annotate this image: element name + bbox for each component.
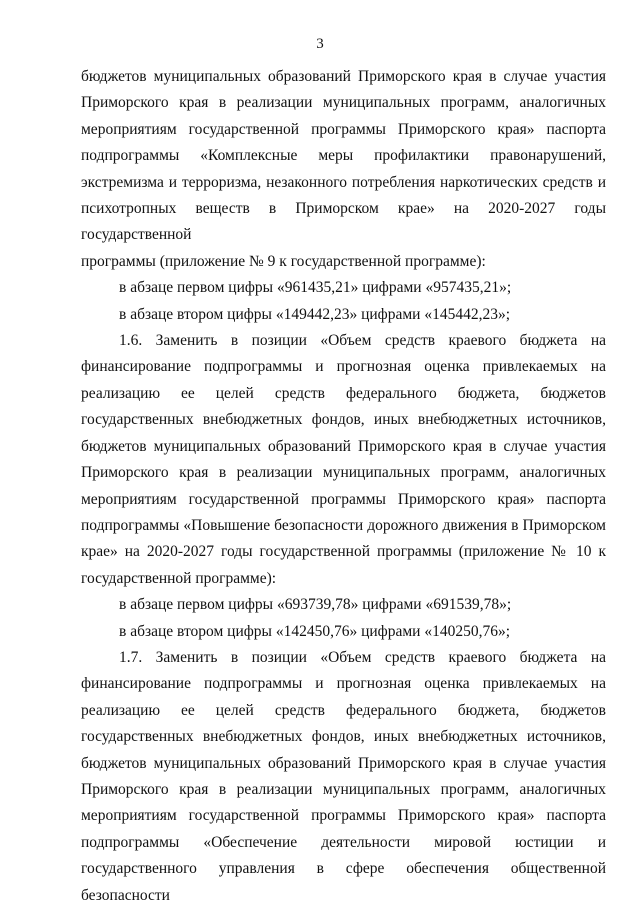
text-line: государственных внебюджетных фондов, иных внебюджетных источников, <box>81 411 606 429</box>
text-line: в абзаце первом цифры «693739,78» цифрами «691539,78»; <box>119 596 512 614</box>
text-line: государственных внебюджетных фондов, иных внебюджетных источников, <box>81 728 606 746</box>
paragraph-amendment-second <box>81 302 606 328</box>
text-line: мероприятиям государственной программы Приморского края» паспорта <box>81 490 606 508</box>
text-line: подпрограммы «Комплексные меры профилактики правонарушений, <box>81 147 606 165</box>
text-line: в абзаце втором цифры «142450,76» цифрами «140250,76»; <box>119 622 510 640</box>
paragraph-continuation <box>81 64 606 275</box>
text-line: программы (приложение № 9 к государственной программе): <box>81 252 486 270</box>
text-line: финансирование подпрограммы и прогнозная оценка привлекаемых на <box>81 358 606 376</box>
text-line: бюджетов муниципальных образований Приморского края в случае участия <box>81 68 606 85</box>
text-line: мероприятиям государственной программы Приморского края» паспорта <box>81 120 606 138</box>
paragraph-amendment-first <box>81 592 606 618</box>
text-line: подпрограммы «Обеспечение деятельности мировой юстиции и <box>81 833 606 851</box>
text-line: Приморского края в реализации муниципальных программ, аналогичных <box>81 780 606 798</box>
text-line: в абзаце первом цифры «961435,21» цифрами «957435,21»; <box>119 279 512 297</box>
text-line: государственного управления в сфере обеспечения общественной безопасности <box>81 860 606 904</box>
paragraph-item-1-7 <box>81 645 606 909</box>
paragraph-amendment-second <box>81 619 606 645</box>
text-line: 1.7. Заменить в позиции «Объем средств краевого бюджета на <box>119 648 606 666</box>
text-line: бюджетов муниципальных образований Приморского края в случае участия <box>81 437 606 455</box>
text-line: мероприятиям государственной программы Приморского края» паспорта <box>81 807 606 825</box>
text-line: психотропных веществ в Приморском крае» на 2020-2027 годы государственной <box>81 200 606 244</box>
text-line: экстремизма и терроризма, незаконного потребления наркотических средств и <box>81 173 606 191</box>
page-number: 3 <box>316 36 324 52</box>
paragraph-item-1-6 <box>81 328 606 592</box>
text-line: Приморского края в реализации муниципальных программ, аналогичных <box>81 464 606 482</box>
document-body <box>81 64 606 909</box>
text-line: реализацию ее целей средств федерального бюджета, бюджетов <box>81 701 606 719</box>
text-line: бюджетов муниципальных образований Приморского края в случае участия <box>81 754 606 772</box>
paragraph-amendment-first <box>81 275 606 301</box>
text-line: подпрограммы «Повышение безопасности дорожного движения в Приморском <box>81 516 606 534</box>
text-line: в абзаце втором цифры «149442,23» цифрами «145442,23»; <box>119 305 510 323</box>
text-line: крае» на 2020-2027 годы государственной программы (приложение № 10 к <box>81 543 606 561</box>
text-line: государственной программе): <box>81 569 277 587</box>
text-line: 1.6. Заменить в позиции «Объем средств краевого бюджета на <box>119 332 606 350</box>
text-line: финансирование подпрограммы и прогнозная оценка привлекаемых на <box>81 675 606 693</box>
text-line: реализацию ее целей средств федерального бюджета, бюджетов <box>81 384 606 402</box>
text-line: Приморского края в реализации муниципальных программ, аналогичных <box>81 94 606 112</box>
